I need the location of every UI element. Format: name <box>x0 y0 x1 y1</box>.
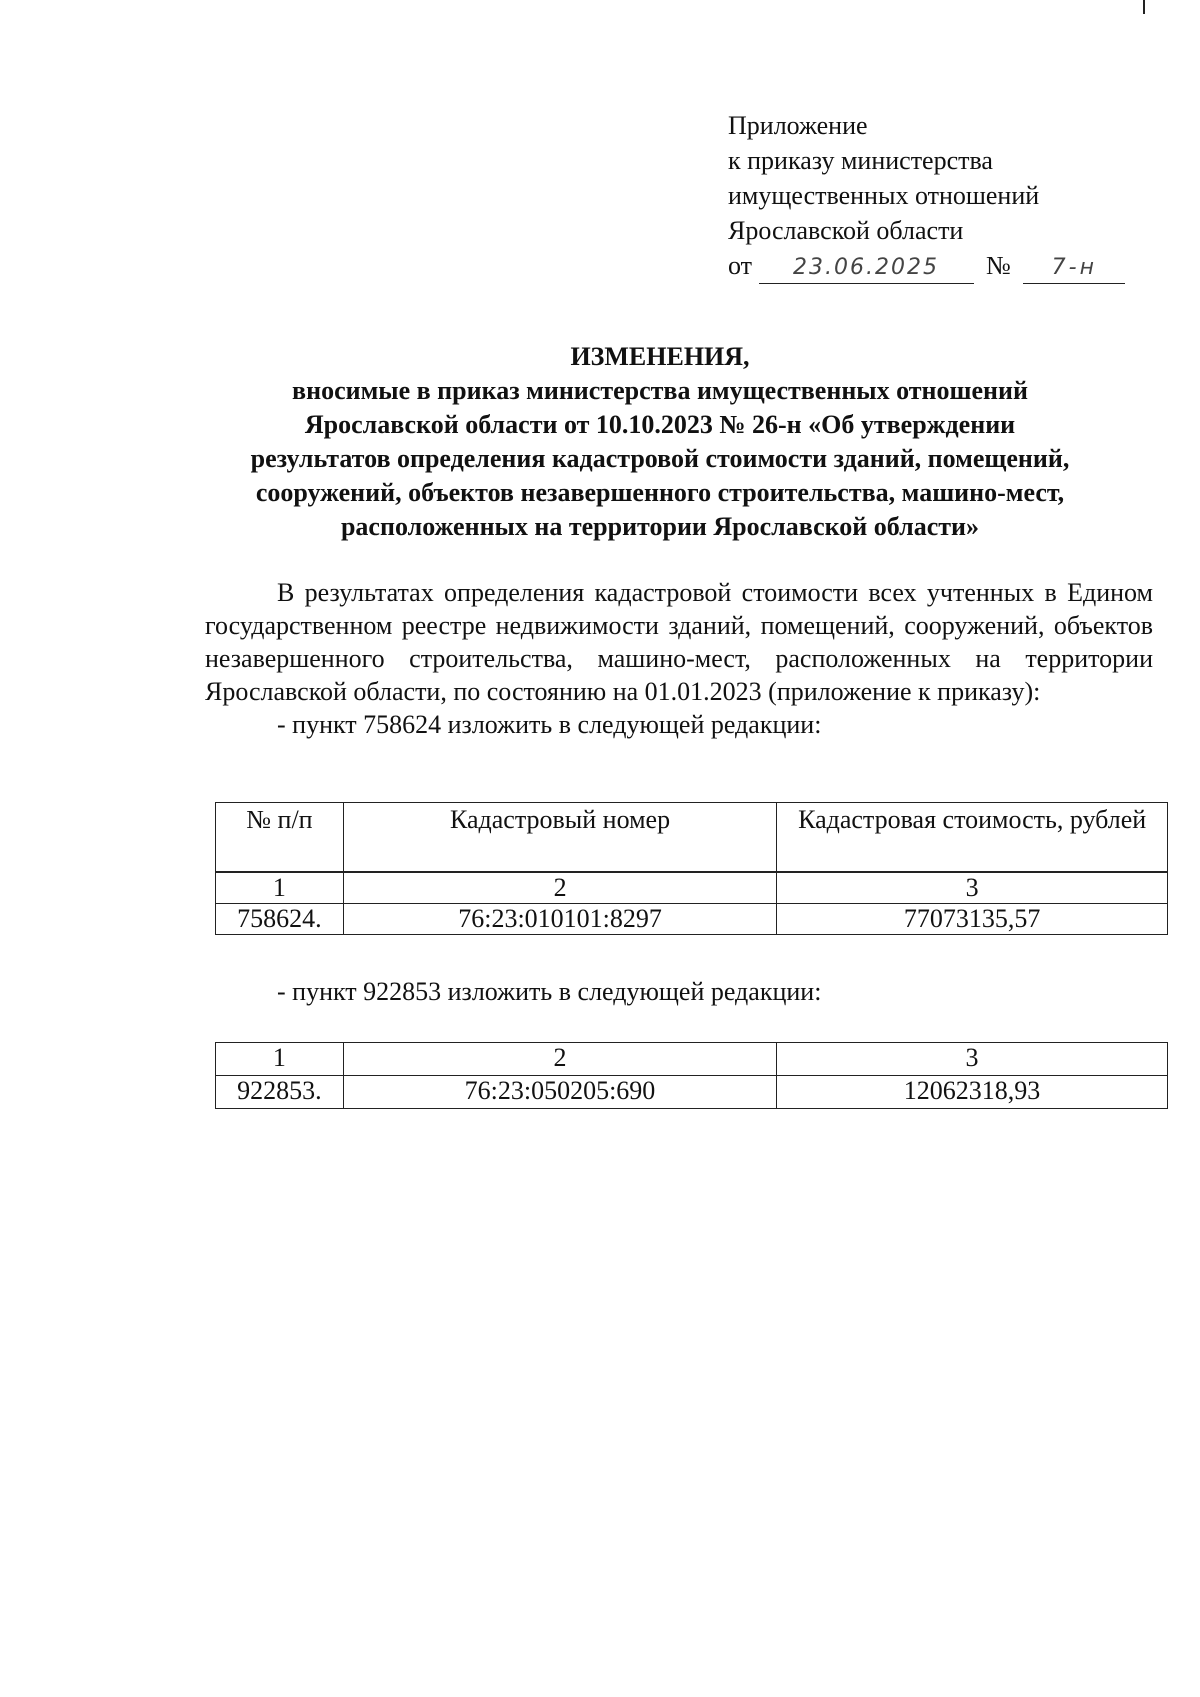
number-sign: № <box>986 251 1011 280</box>
table-header-row <box>216 803 1168 872</box>
cadastral-table-1 <box>215 802 1168 935</box>
heading-subtitle-line-5: расположенных на территории Ярославской области» <box>340 512 980 541</box>
column-number-cell: 2 <box>343 873 776 904</box>
table-row <box>216 904 1168 935</box>
attachment-line-2: к приказу министерства <box>728 146 993 175</box>
row-cadastral-value: 12062318,93 <box>777 1076 1168 1109</box>
body-text <box>205 576 1153 741</box>
row-cadastral-number: 76:23:010101:8297 <box>343 904 776 935</box>
row-item-number: 922853. <box>216 1076 344 1109</box>
heading-subtitle-line-2: Ярославской области от 10.10.2023 № 26-н «Об утверждении <box>304 410 1016 439</box>
item-922853-line: - пункт 922853 изложить в следующей редакции: <box>277 977 822 1006</box>
order-date-line <box>728 248 1125 284</box>
table-column-number-row <box>216 873 1168 904</box>
column-number-cell: 1 <box>216 1043 344 1076</box>
attachment-block <box>728 108 1125 284</box>
column-number-cell: 2 <box>343 1043 776 1076</box>
column-number-cell: 1 <box>216 873 344 904</box>
heading-subtitle-line-3: результатов определения кадастровой стоимости зданий, помещений, <box>250 444 1070 473</box>
header-number: № п/п <box>216 803 344 872</box>
header-cadastral-number: Кадастровый номер <box>343 803 776 872</box>
column-number-cell: 3 <box>777 873 1168 904</box>
handwritten-date: 23.06.2025 <box>759 253 974 284</box>
item-758624-line: - пункт 758624 изложить в следующей редакции: <box>277 710 822 739</box>
cadastral-table-2 <box>215 1042 1168 1109</box>
heading-subtitle-line-4: сооружений, объектов незавершенного строительства, машино-мест, <box>255 478 1065 507</box>
attachment-line-4: Ярославской области <box>728 216 964 245</box>
heading-title: ИЗМЕНЕНИЯ, <box>570 342 750 371</box>
scan-edge-mark <box>1143 0 1145 14</box>
table-row <box>216 1076 1168 1109</box>
intro-paragraph: В результатах определения кадастровой стоимости всех учтенных в Едином государственном реестре недвижимости зданий, помещений, сооружений, объектов незавершенного строительства, машино-мест, расположенных на территории Ярославской области, по состоянию на 01.01.2023 (приложение к приказу): <box>205 578 1153 706</box>
document-heading <box>200 340 1120 544</box>
row-cadastral-value: 77073135,57 <box>777 904 1168 935</box>
handwritten-number: 7-н <box>1023 253 1125 284</box>
row-cadastral-number: 76:23:050205:690 <box>343 1076 776 1109</box>
table-column-number-row <box>216 1043 1168 1076</box>
attachment-line-3: имущественных отношений <box>728 181 1040 210</box>
attachment-line-1: Приложение <box>728 111 868 140</box>
heading-subtitle-line-1: вносимые в приказ министерства имущественных отношений <box>292 376 1028 405</box>
header-cadastral-value: Кадастровая стоимость, рублей <box>777 803 1168 872</box>
date-prefix: от <box>728 251 753 280</box>
column-number-cell: 3 <box>777 1043 1168 1076</box>
row-item-number: 758624. <box>216 904 344 935</box>
